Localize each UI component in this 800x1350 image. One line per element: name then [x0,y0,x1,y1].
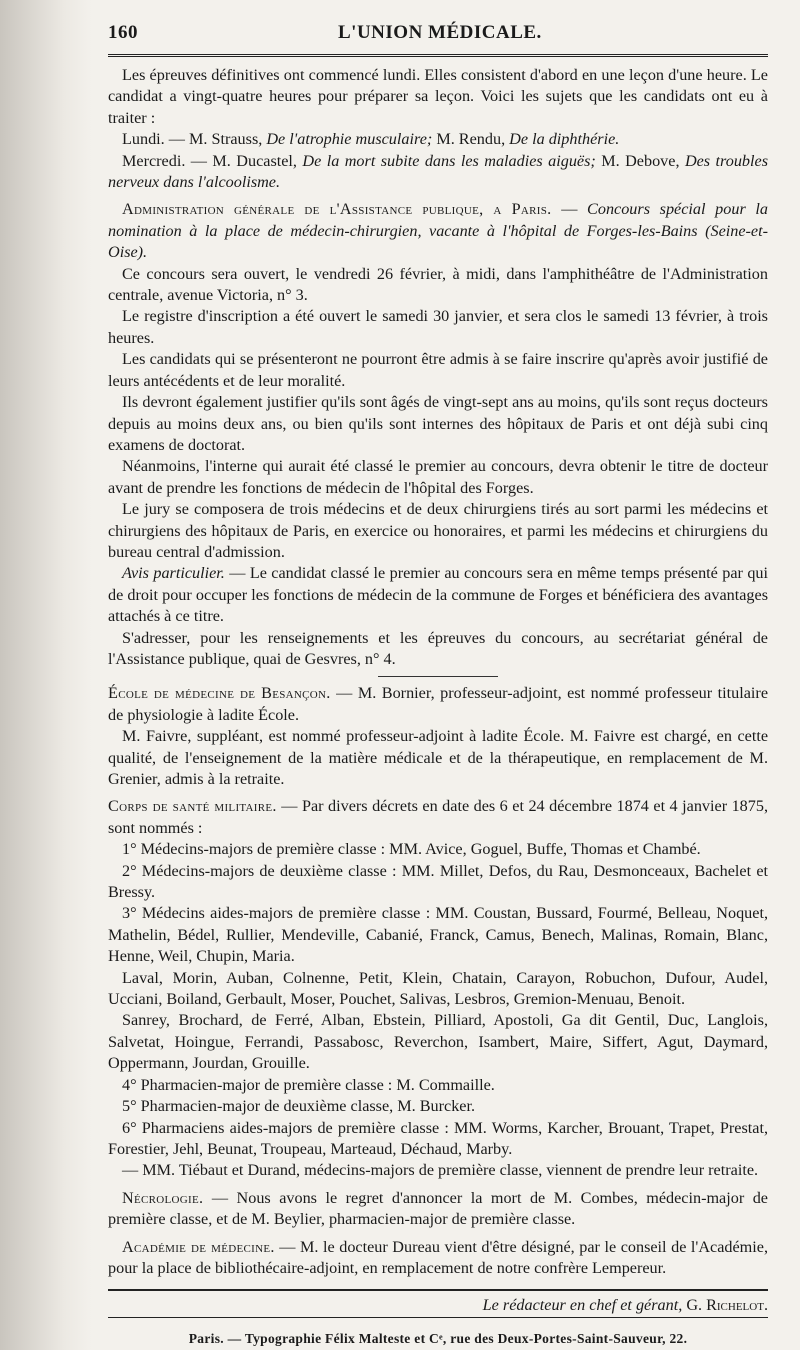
paragraph: Mercredi. — M. Ducastel, De la mort subite dans les maladies aiguës; M. Debove, Des troubles nerveux dans l'alcoolisme. [108,151,769,192]
list-item: 1° Médecins-majors de première classe : MM. Avice, Goguel, Buffe, Thomas et Chambé. [122,840,701,859]
list-item: Sanrey, Brochard, de Ferré, Alban, Ebstein, Pilliard, Apostoli, Ga dit Gentil, Duc, Langlois, Salvetat, Hoingue, Ferrandi, Passabosc, Reverchon, Isambert, Maire, Siffert, Agut, Daymard, Oppermann, Jourdan, Grouille. [108,1011,768,1073]
paragraph: Ils devront également justifier qu'ils sont âgés de vingt-sept ans au moins, qu'ils sont reçus docteurs depuis au moins deux ans, ou bien qu'ils sont internes des hôpitaux de Paris et ont déjà subi cinq examens de doctorat. [108,393,768,454]
paragraph: Le registre d'inscription a été ouvert le samedi 30 janvier, et sera clos le samedi 13 février, à trois heures. [108,307,768,347]
paragraph: Avis particulier. — Le candidat classé le premier au concours sera en même temps présenté par qui de droit pour occuper les fonctions de médecin de la commune de Forges et bénéficiera des avantages attachés à ce titre. [108,564,768,626]
section-heading-besancon: École de médecine de Besançon. — M. Bornier, professeur-adjoint, est nommé professeur titulaire de physiologie à ladite École. [108,684,769,724]
section-heading-military: Corps de santé militaire. — Par divers décrets en date des 6 et 24 décembre 1874 et 4 janvier 1875, sont nommés : [108,797,769,837]
list-item: 5° Pharmacien-major de deuxième classe, M. Burcker. [122,1097,476,1116]
footer-rule-thin [108,1317,768,1318]
list-item: — MM. Tiébaut et Durand, médecins-majors de première classe, viennent de prendre leur retraite. [122,1161,759,1180]
paragraph: M. Faivre, suppléant, est nommé professeur-adjoint à ladite École. M. Faivre est chargé, en cette qualité, de l'enseignement de la matière médicale et de la thérapeutique, en remplacement de M. Grenier, admis à la retraite. [108,727,768,788]
list-item: 6° Pharmaciens aides-majors de première classe : MM. Worms, Karcher, Brouant, Trapet, Prestat, Forestier, Jehl, Beunat, Troupeau, Marteaud, Déchaud, Marby. [108,1118,768,1158]
paragraph: S'adresser, pour les renseignements et les épreuves du concours, au secrétariat général de l'Assistance publique, quai de Gesvres, n° 4. [108,628,768,668]
list-item: Laval, Morin, Auban, Colnenne, Petit, Klein, Chatain, Carayon, Robuchon, Dufour, Audel, Ucciani, Boiland, Gerbault, Moser, Pouchet, Salivas, Lesbros, Gremion-Menuau, Benoit. [108,968,768,1009]
article-body [108,65,768,1349]
printer-imprint: Paris. — Typographie Félix Malteste et Cᵉ, rue des Deux-Portes-Saint-Sauveur, 22. [188,1330,688,1346]
footer-rule [108,1289,768,1291]
list-item: 3° Médecins aides-majors de première classe : MM. Coustan, Bussard, Fourmé, Belleau, Noquet, Mathelin, Bédel, Rullier, Mendeville, Cabanié, Franck, Camus, Benech, Malinas, Romain, Blanc, Henne, Weil, Chupin, Maria. [108,904,768,966]
signature: Le rédacteur en chef et gérant, G. Richelot. [482,1296,768,1315]
page-number: 160 [108,22,138,43]
list-item: 4° Pharmacien-major de première classe : M. Commaille. [122,1075,495,1094]
paragraph: Lundi. — M. Strauss, De l'atrophie musculaire; M. Rendu, De la diphthérie. [122,130,620,149]
paragraph: Ce concours sera ouvert, le vendredi 26 février, à midi, dans l'amphithéâtre de l'Administration centrale, avenue Victoria, n° 3. [108,264,768,305]
paragraph: Le jury se composera de trois médecins et de deux chirurgiens tirés au sort parmi les médecins et chirurgiens des hôpitaux de Paris, en exercice ou honoraires, et parmi les médecins et chirurgiens du bureau central d'admission. [108,500,768,561]
paragraph: Néanmoins, l'interne qui aurait été classé le premier au concours, devra obtenir le titre de docteur avant de prendre les fonctions de médecin de l'hôpital des Forges. [108,457,768,497]
paragraph: Les candidats qui se présenteront ne pourront être admis à se faire inscrire qu'après avoir justifié de leurs antécédents et de leur moralité. [108,350,768,390]
paragraph: Les épreuves définitives ont commencé lundi. Elles consistent d'abord en une leçon d'une heure. Le candidat a vingt-quatre heures pour préparer sa leçon. Voici les sujets que les candidats ont eu à traiter : [108,66,768,127]
appointments-list [108,839,768,1182]
running-header [108,18,768,48]
list-item: 2° Médecins-majors de deuxième classe : MM. Millet, Defos, du Rau, Desmonceaux, Bachelet et Bressy. [108,861,768,902]
header-rule [108,54,768,57]
section-heading-academie: Académie de médecine. — M. le docteur Dureau vient d'être désigné, par le conseil de l'Académie, pour la place de bibliothécaire-adjoint, en remplacement de notre confrère Lempereur. [108,1237,768,1277]
page-gutter [0,0,92,1350]
section-heading-necrologie: Nécrologie. — Nous avons le regret d'annoncer la mort de M. Combes, médecin-major de première classe, et de M. Beylier, pharmacien-major de première classe. [108,1188,768,1229]
journal-title: L'UNION MÉDICALE. [338,22,542,43]
section-separator [378,676,498,677]
section-heading-assistance: Administration générale de l'Assistance publique, a Paris. — Concours spécial pour la nomination à la place de médecin-chirurgien, vacante à l'hôpital de Forges-les-Bains (Seine-et-Oise). [108,200,769,262]
